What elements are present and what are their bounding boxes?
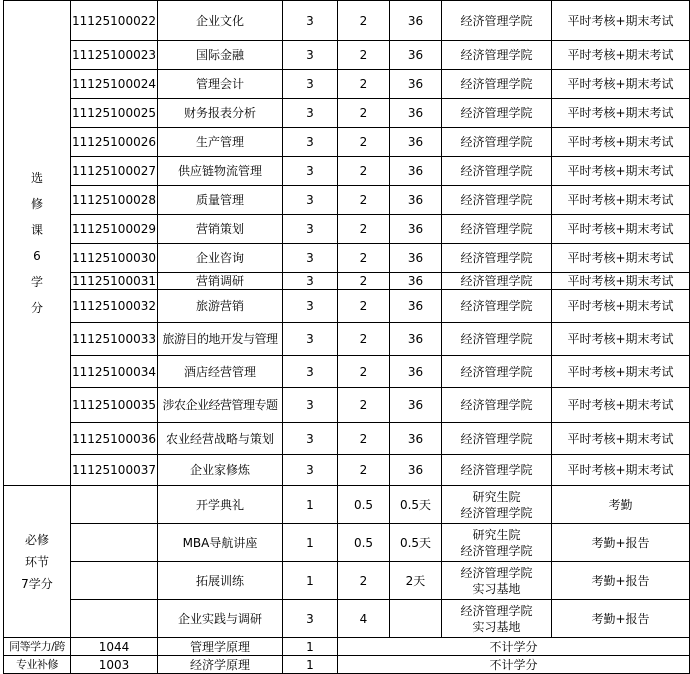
course-assessment: 平时考核+期末考试 (551, 215, 689, 244)
course-code: 11125100023 (71, 41, 158, 70)
course-department-line: 实习基地 (472, 619, 521, 634)
course-credit: 4 (337, 600, 389, 638)
table-row (4, 290, 690, 323)
table-row (4, 70, 690, 99)
course-weekly-hours: 3 (282, 128, 337, 157)
group-label-required-line: 7学分 (21, 576, 53, 591)
group-label-elective-line: 选 (30, 171, 43, 185)
group-label-elective-line: 课 (30, 223, 43, 237)
course-name: MBA导航讲座 (157, 524, 282, 562)
course-credit: 2 (337, 562, 389, 600)
course-hours: 36 (389, 215, 441, 244)
table-row (4, 273, 690, 290)
course-credit: 2 (337, 215, 389, 244)
table-row (4, 486, 690, 524)
course-hours: 36 (389, 41, 441, 70)
course-department: 经济管理学院 (441, 323, 551, 356)
course-code (71, 486, 158, 524)
course-department: 经济管理学院 (441, 290, 551, 323)
course-credit: 2 (337, 356, 389, 388)
course-assessment: 考勤+报告 (551, 562, 689, 600)
course-name: 生产管理 (157, 128, 282, 157)
course-hours: 36 (389, 273, 441, 290)
course-credit: 2 (337, 455, 389, 486)
table-row (4, 1, 690, 41)
course-code: 11125100033 (71, 323, 158, 356)
course-code: 11125100036 (71, 423, 158, 455)
course-note: 不计学分 (337, 656, 689, 674)
course-assessment: 平时考核+期末考试 (551, 41, 689, 70)
course-hours: 36 (389, 323, 441, 356)
course-name: 开学典礼 (157, 486, 282, 524)
course-name: 管理学原理 (157, 638, 282, 656)
course-assessment: 平时考核+期末考试 (551, 455, 689, 486)
course-assessment: 平时考核+期末考试 (551, 273, 689, 290)
course-assessment: 平时考核+期末考试 (551, 423, 689, 455)
course-department-line: 经济管理学院 (460, 565, 533, 580)
course-credit: 2 (337, 128, 389, 157)
table-row (4, 157, 690, 186)
course-code: 11125100031 (72, 274, 156, 288)
course-name: 经济学原理 (157, 656, 282, 674)
table-row (4, 323, 690, 356)
table-row (4, 562, 690, 600)
course-credit: 2 (337, 41, 389, 70)
course-hours: 36 (389, 128, 441, 157)
course-department-line: 实习基地 (472, 581, 521, 596)
course-weekly-hours: 3 (282, 423, 337, 455)
group-label-elective (4, 1, 71, 486)
course-assessment: 平时考核+期末考试 (551, 1, 689, 41)
course-code: 1003 (71, 656, 158, 674)
course-credit: 2 (337, 290, 389, 323)
table-row (4, 388, 690, 423)
table-row (4, 524, 690, 562)
course-code: 11125100034 (71, 356, 158, 388)
course-credit: 2 (337, 388, 389, 423)
course-name: 财务报表分析 (157, 99, 282, 128)
course-hours: 36 (389, 356, 441, 388)
course-credit: 2 (337, 273, 389, 290)
course-code: 11125100026 (71, 128, 158, 157)
table-row (4, 455, 690, 486)
course-department: 经济管理学院 (441, 356, 551, 388)
course-hours: 36 (389, 186, 441, 215)
table-row (4, 186, 690, 215)
course-name: 酒店经营管理 (157, 356, 282, 388)
course-name: 旅游目的地开发与管理 (157, 323, 282, 356)
course-code: 11125100025 (71, 99, 158, 128)
course-hours: 0.5天 (389, 486, 441, 524)
course-hours (389, 600, 441, 638)
course-department: 经济管理学院 (441, 41, 551, 70)
course-weekly-hours: 3 (282, 290, 337, 323)
course-assessment: 平时考核+期末考试 (551, 388, 689, 423)
group-label-required-line: 环节 (24, 554, 49, 569)
group-label-elective-line: 修 (30, 197, 43, 211)
course-department (441, 486, 551, 524)
course-assessment: 平时考核+期末考试 (551, 323, 689, 356)
course-department: 经济管理学院 (441, 388, 551, 423)
course-weekly-hours: 3 (282, 356, 337, 388)
group-label-supplement-line: 专业补修 (4, 656, 71, 674)
table-row (4, 41, 690, 70)
course-assessment: 平时考核+期末考试 (551, 244, 689, 273)
course-weekly-hours: 3 (282, 99, 337, 128)
course-assessment: 平时考核+期末考试 (551, 186, 689, 215)
course-code: 11125100027 (71, 157, 158, 186)
course-department: 经济管理学院 (441, 1, 551, 41)
course-weekly-hours: 1 (282, 524, 337, 562)
course-department-line: 经济管理学院 (460, 505, 533, 520)
course-note: 不计学分 (337, 638, 689, 656)
course-department-line: 研究生院 (472, 527, 521, 542)
course-code: 1044 (71, 638, 158, 656)
course-name: 国际金融 (157, 41, 282, 70)
table-row (4, 638, 690, 656)
curriculum-table (3, 0, 690, 674)
course-hours: 0.5天 (389, 524, 441, 562)
course-credit: 2 (337, 70, 389, 99)
group-label-elective-line: 学 (30, 275, 43, 289)
course-credit: 2 (337, 1, 389, 41)
course-weekly-hours: 3 (282, 323, 337, 356)
course-name: 旅游营销 (157, 290, 282, 323)
course-code: 11125100024 (71, 70, 158, 99)
course-name: 企业咨询 (157, 244, 282, 273)
course-department: 经济管理学院 (441, 157, 551, 186)
course-weekly-hours: 3 (282, 41, 337, 70)
course-weekly-hours: 3 (282, 186, 337, 215)
table-row (4, 244, 690, 273)
course-weekly-hours: 3 (282, 273, 337, 290)
course-weekly-hours: 3 (282, 215, 337, 244)
course-department: 经济管理学院 (441, 99, 551, 128)
course-credit: 2 (337, 186, 389, 215)
course-department-line: 经济管理学院 (460, 543, 533, 558)
course-name: 拓展训练 (157, 562, 282, 600)
course-department (441, 524, 551, 562)
course-department: 经济管理学院 (441, 70, 551, 99)
course-code (71, 524, 158, 562)
course-name: 营销调研 (157, 273, 282, 290)
course-hours: 2天 (389, 562, 441, 600)
table-row (4, 128, 690, 157)
course-name: 涉农企业经营管理专题 (157, 388, 282, 423)
course-hours: 36 (389, 455, 441, 486)
course-credit: 2 (337, 323, 389, 356)
course-name: 质量管理 (157, 186, 282, 215)
table-row (4, 99, 690, 128)
table-row (4, 356, 690, 388)
course-hours: 36 (389, 1, 441, 41)
course-name: 营销策划 (157, 215, 282, 244)
course-name: 企业家修炼 (157, 455, 282, 486)
course-code: 11125100035 (71, 388, 158, 423)
table-row (4, 600, 690, 638)
course-department: 经济管理学院 (441, 423, 551, 455)
course-assessment: 考勤+报告 (551, 600, 689, 638)
table-row (4, 423, 690, 455)
course-hours: 36 (389, 70, 441, 99)
course-assessment: 考勤 (551, 486, 689, 524)
course-code: 11125100029 (71, 215, 158, 244)
course-assessment: 考勤+报告 (551, 524, 689, 562)
course-department: 经济管理学院 (441, 244, 551, 273)
course-credit: 0.5 (337, 524, 389, 562)
course-weekly-hours: 3 (282, 388, 337, 423)
course-credit: 2 (337, 423, 389, 455)
course-assessment: 平时考核+期末考试 (551, 128, 689, 157)
course-credit: 2 (337, 157, 389, 186)
course-assessment: 平时考核+期末考试 (551, 290, 689, 323)
course-name: 农业经营战略与策划 (157, 423, 282, 455)
course-department: 经济管理学院 (441, 455, 551, 486)
group-label-required (4, 486, 71, 638)
course-code: 11125100037 (71, 455, 158, 486)
course-weekly-hours: 3 (282, 70, 337, 99)
course-hours: 36 (389, 388, 441, 423)
course-code (71, 562, 158, 600)
course-credit: 2 (337, 244, 389, 273)
course-name: 企业文化 (157, 1, 282, 41)
course-weekly-hours: 3 (282, 600, 337, 638)
course-department: 经济管理学院 (441, 186, 551, 215)
course-department-line: 研究生院 (472, 489, 521, 504)
group-label-elective-line: 分 (30, 301, 43, 315)
course-weekly-hours: 3 (282, 157, 337, 186)
course-code: 11125100022 (71, 1, 158, 41)
course-credit: 2 (337, 99, 389, 128)
course-weekly-hours: 3 (282, 1, 337, 41)
course-weekly-hours: 3 (282, 244, 337, 273)
course-code: 11125100032 (71, 290, 158, 323)
group-label-elective-line: 6 (33, 249, 41, 263)
course-hours: 36 (389, 157, 441, 186)
course-department: 经济管理学院 (441, 128, 551, 157)
course-weekly-hours: 1 (282, 638, 337, 656)
course-department-line: 经济管理学院 (460, 603, 533, 618)
table-row (4, 656, 690, 674)
group-label-supplement-line: 同等学力/跨 (4, 638, 71, 656)
course-name: 管理会计 (157, 70, 282, 99)
course-weekly-hours: 3 (282, 455, 337, 486)
course-name: 企业实践与调研 (157, 600, 282, 638)
course-department (441, 562, 551, 600)
course-assessment: 平时考核+期末考试 (551, 99, 689, 128)
course-weekly-hours: 1 (282, 486, 337, 524)
course-code (71, 600, 158, 638)
course-assessment: 平时考核+期末考试 (551, 356, 689, 388)
course-hours: 36 (389, 290, 441, 323)
course-hours: 36 (389, 423, 441, 455)
course-code: 11125100028 (71, 186, 158, 215)
course-department (441, 600, 551, 638)
course-hours: 36 (389, 99, 441, 128)
table-row (4, 215, 690, 244)
course-weekly-hours: 1 (282, 656, 337, 674)
course-credit: 0.5 (337, 486, 389, 524)
course-department: 经济管理学院 (441, 215, 551, 244)
course-weekly-hours: 1 (282, 562, 337, 600)
course-hours: 36 (389, 244, 441, 273)
course-assessment: 平时考核+期末考试 (551, 70, 689, 99)
course-assessment: 平时考核+期末考试 (551, 157, 689, 186)
course-name: 供应链物流管理 (157, 157, 282, 186)
course-department: 经济管理学院 (441, 273, 551, 290)
course-code: 11125100030 (71, 244, 158, 273)
group-label-required-line: 必修 (24, 532, 49, 547)
